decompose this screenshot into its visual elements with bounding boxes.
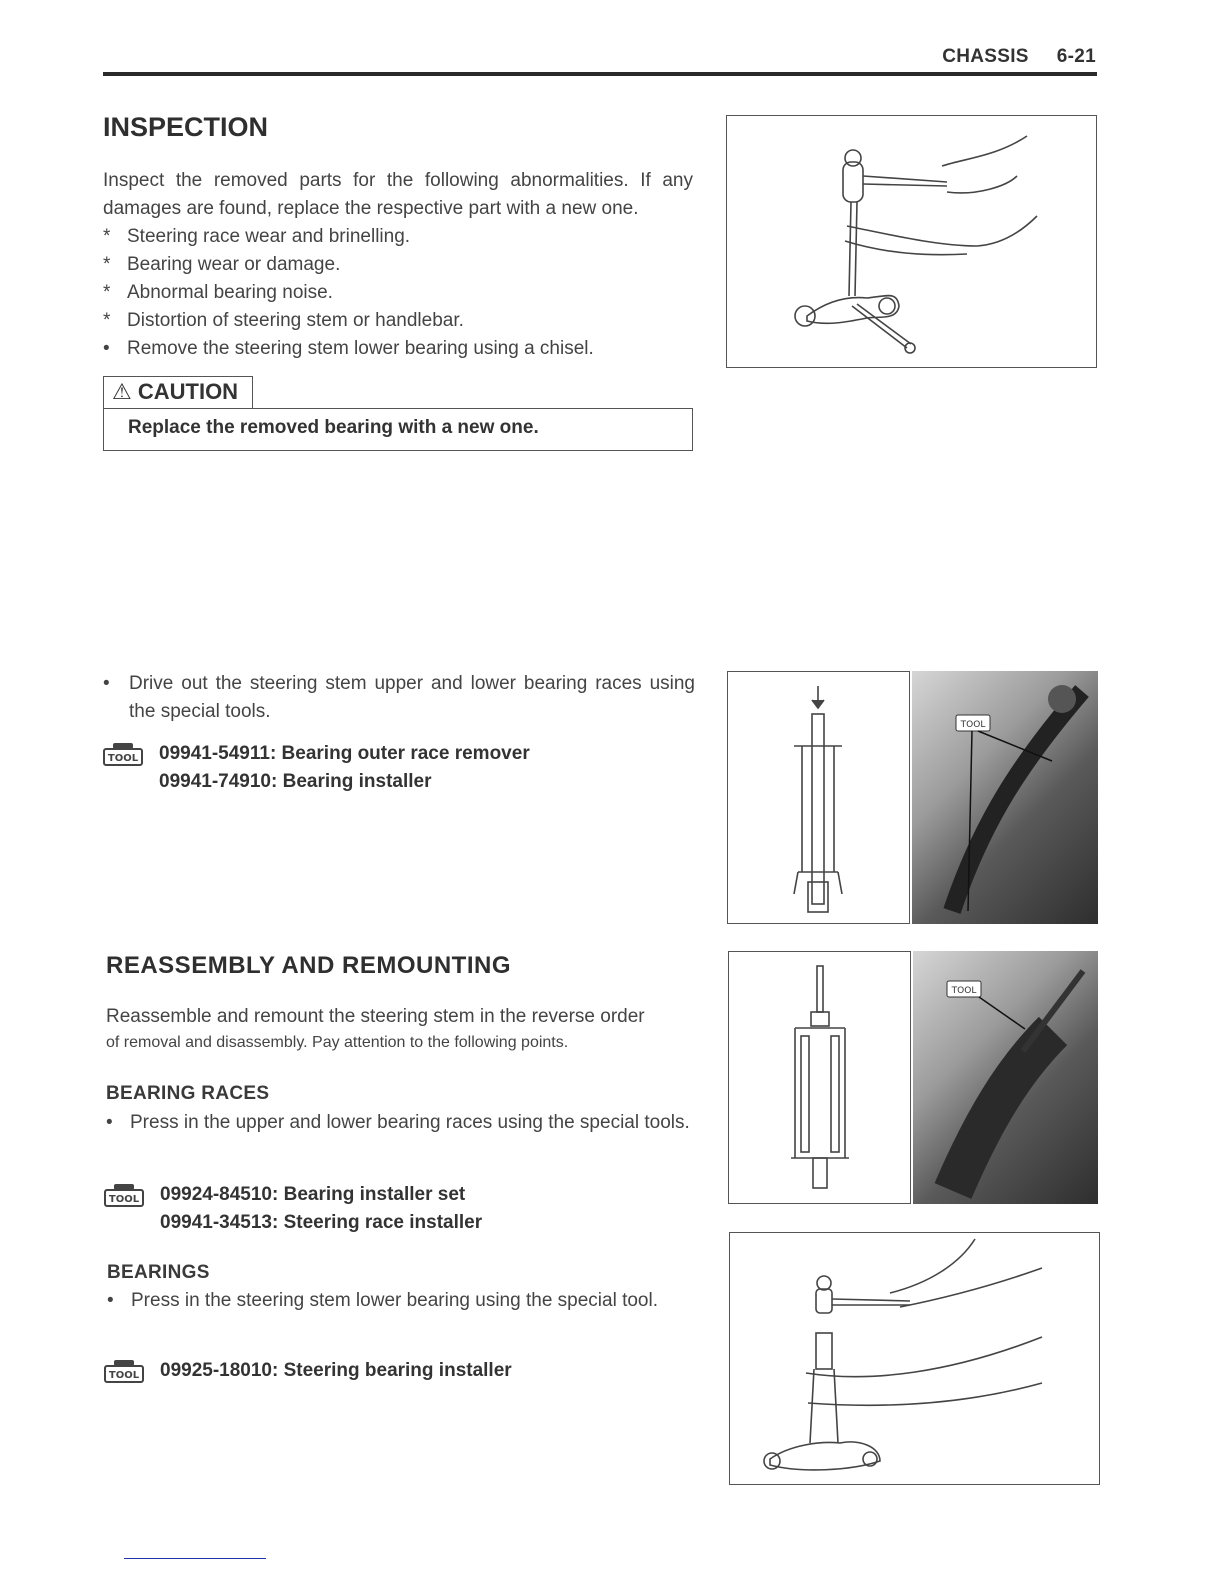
dot-bullet-icon: • [106, 1112, 113, 1133]
star-bullet-icon: * [103, 282, 111, 303]
tool-badge-icon [104, 1359, 144, 1383]
figure-bearing-installer [729, 1232, 1100, 1485]
dot-bullet-icon: • [103, 338, 110, 359]
bearing-races-title: BEARING RACES [106, 1083, 270, 1104]
page-header [914, 46, 1096, 68]
tool-badge-icon [103, 742, 143, 766]
bearing-races-tools [104, 1181, 704, 1237]
tool-line: 09941-74910: Bearing installer [159, 771, 432, 792]
drive-out-tools [103, 740, 703, 796]
list-item: * Bearing wear or damage. [103, 251, 703, 279]
star-bullet-icon: * [103, 254, 111, 275]
photo-race-remover [912, 671, 1098, 924]
list-item: * Distortion of steering stem or handlebar. [103, 307, 703, 335]
section-title: CHASSIS [942, 46, 1029, 67]
photo-race-installer [913, 951, 1098, 1204]
dot-bullet-icon: • [107, 1290, 114, 1311]
bearing-races-list [106, 1109, 696, 1137]
figure-race-remover [727, 671, 910, 924]
caution-icon: ⚠ [112, 379, 132, 404]
reassembly-intro: Reassemble and remount the steering stem in the reverse order [106, 1006, 645, 1027]
tool-badge-icon [104, 1183, 144, 1207]
page-number: 6-21 [1056, 46, 1096, 67]
bearings-list [107, 1287, 697, 1315]
inspection-intro: Inspect the removed parts for the following abnormalities. If any damages are found, replace the respective part with a new one. [103, 170, 693, 219]
caution-label: ⚠ CAUTION [103, 376, 253, 408]
footer-line [124, 1558, 266, 1559]
list-item: • Press in the upper and lower bearing races using the special tools. [106, 1109, 696, 1137]
header-rule [103, 72, 1097, 76]
star-bullet-icon: * [103, 310, 111, 331]
list-item: • Press in the steering stem lower bearing using the special tool. [107, 1287, 697, 1315]
svg-text:TOOL: TOOL [960, 720, 986, 730]
caution-box: Replace the removed bearing with a new one. [103, 408, 693, 451]
inspection-title: INSPECTION [103, 112, 269, 142]
reassembly-title: REASSEMBLY AND REMOUNTING [106, 952, 511, 979]
dot-bullet-icon: • [103, 673, 110, 694]
reassembly-intro-2: of removal and disassembly. Pay attention to the following points. [106, 1034, 569, 1051]
list-item: * Abnormal bearing noise. [103, 279, 703, 307]
bearings-tools [104, 1357, 704, 1385]
inspection-list [103, 223, 703, 363]
tool-line: 09925-18010: Steering bearing installer [160, 1360, 512, 1381]
tool-line: 09924-84510: Bearing installer set [160, 1184, 466, 1205]
tool-line: 09941-54911: Bearing outer race remover [159, 743, 530, 764]
svg-text:TOOL: TOOL [107, 753, 139, 764]
list-item: * Steering race wear and brinelling. [103, 223, 703, 251]
figure-race-installer [728, 951, 911, 1204]
drive-out-list [103, 670, 695, 726]
svg-text:TOOL: TOOL [108, 1194, 140, 1205]
bearings-title: BEARINGS [107, 1262, 210, 1283]
figure-chisel-bearing [726, 115, 1097, 368]
svg-text:TOOL: TOOL [951, 986, 977, 996]
svg-text:TOOL: TOOL [108, 1370, 140, 1381]
list-item: • Drive out the steering stem upper and lower bearing races using the special tools. [103, 670, 695, 726]
tool-line: 09941-34513: Steering race installer [160, 1212, 483, 1233]
star-bullet-icon: * [103, 226, 111, 247]
list-item: • Remove the steering stem lower bearing using a chisel. [103, 335, 703, 363]
